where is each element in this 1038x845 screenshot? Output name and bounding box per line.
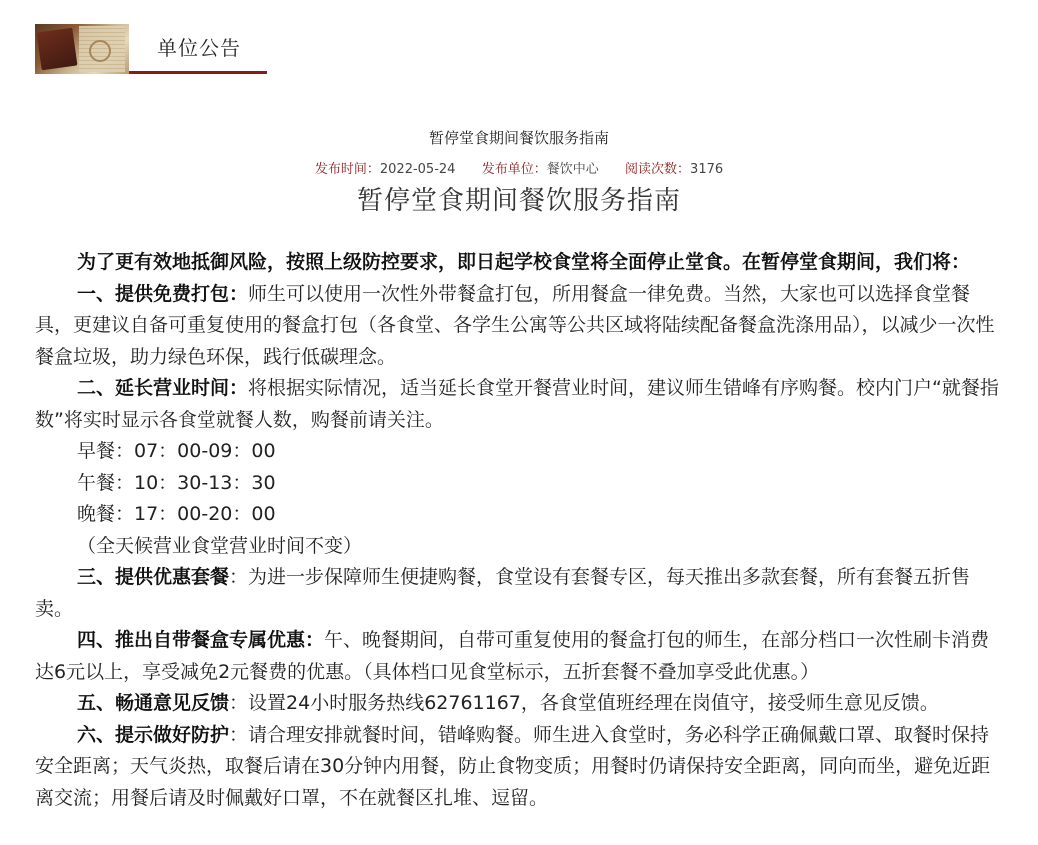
header-thumbnail-image bbox=[35, 24, 129, 74]
article-title: 暂停堂食期间餐饮服务指南 bbox=[356, 186, 681, 216]
item-text: 师生可以使用一次性外带餐盒打包，所用餐盒一律免费。当然，大家也可以选择食堂餐具，更建议自备可重复使用的餐盒打包（各食堂、各学生公寓等公共区域将陆续配备餐盒洗涤用品），以减少一次性餐盒垃圾，助力绿色环保，践行低碳理念。 bbox=[35, 282, 995, 368]
item-text: ：请合理安排就餐时间，错峰购餐。师生进入食堂时，务必科学正确佩戴口罩、取餐时保持安全距离；天气炎热，取餐后请在30分钟内用餐，防止食物变质；用餐时仍请保持安全距离，同向而坐，避免近距离交流；用餐后请及时佩戴好口罩，不在就餐区扎堆、逗留。 bbox=[35, 723, 991, 809]
item-paragraph bbox=[35, 720, 1007, 815]
item-text: ：设置24小时服务热线62761167，各食堂值班经理在岗值守，接受师生意见反馈。 bbox=[229, 692, 939, 714]
item-heading: 三、提供优惠套餐 bbox=[77, 566, 230, 588]
item-paragraph bbox=[35, 562, 1007, 625]
publish-time: 2022-05-24 bbox=[379, 162, 456, 177]
item-text: 将根据实际情况，适当延长食堂开餐营业时间，建议师生错峰有序购餐。校内门户“就餐指数”将实时显示各食堂就餐人数，购餐前请关注。 bbox=[35, 377, 999, 431]
item-heading: 四、推出自带餐盒专属优惠： bbox=[77, 629, 325, 651]
publisher: 餐饮中心 bbox=[546, 162, 599, 177]
article-body bbox=[35, 247, 1007, 814]
views-count: 3176 bbox=[690, 162, 724, 177]
item-heading: 二、延长营业时间： bbox=[77, 377, 249, 399]
item-heading: 六、提示做好防护 bbox=[77, 723, 230, 746]
section-header bbox=[35, 24, 267, 74]
item-heading: 五、畅通意见反馈 bbox=[77, 692, 230, 714]
article-breadcrumb-title: 暂停堂食期间餐饮服务指南 bbox=[428, 129, 609, 147]
hours-note: （全天候营业食堂营业时间不变） bbox=[77, 534, 363, 557]
item-paragraph bbox=[35, 279, 1007, 374]
publish-time-label: 发布时间： bbox=[314, 162, 380, 177]
views-label: 阅读次数： bbox=[625, 162, 691, 177]
item-paragraph bbox=[35, 625, 1007, 688]
dinner-hours: 晚餐：17：00-20：00 bbox=[77, 503, 276, 525]
intro-paragraph: 为了更有效地抵御风险，按照上级防控要求，即日起学校食堂将全面停止堂食。在暂停堂食期间，我们将： bbox=[77, 251, 971, 273]
section-title: 单位公告 bbox=[157, 36, 241, 60]
item-heading: 一、提供免费打包： bbox=[77, 282, 249, 305]
breakfast-hours: 早餐：07：00-09：00 bbox=[77, 440, 276, 462]
item-paragraph bbox=[35, 373, 1007, 436]
article-meta bbox=[0, 158, 1038, 177]
lunch-hours: 午餐：10：30-13：30 bbox=[77, 471, 276, 494]
section-title-underline bbox=[129, 71, 267, 74]
publisher-label: 发布单位： bbox=[481, 162, 547, 177]
item-text: ：为进一步保障师生便捷购餐，食堂设有套餐专区，每天推出多款套餐，所有套餐五折售卖。 bbox=[35, 566, 971, 620]
item-paragraph bbox=[35, 688, 1007, 720]
item-text: 午、晚餐期间，自带可重复使用的餐盒打包的师生，在部分档口一次性刷卡消费达6元以上，享受减免2元餐费的优惠。（具体档口见食堂标示，五折套餐不叠加享受此优惠。） bbox=[35, 629, 990, 683]
